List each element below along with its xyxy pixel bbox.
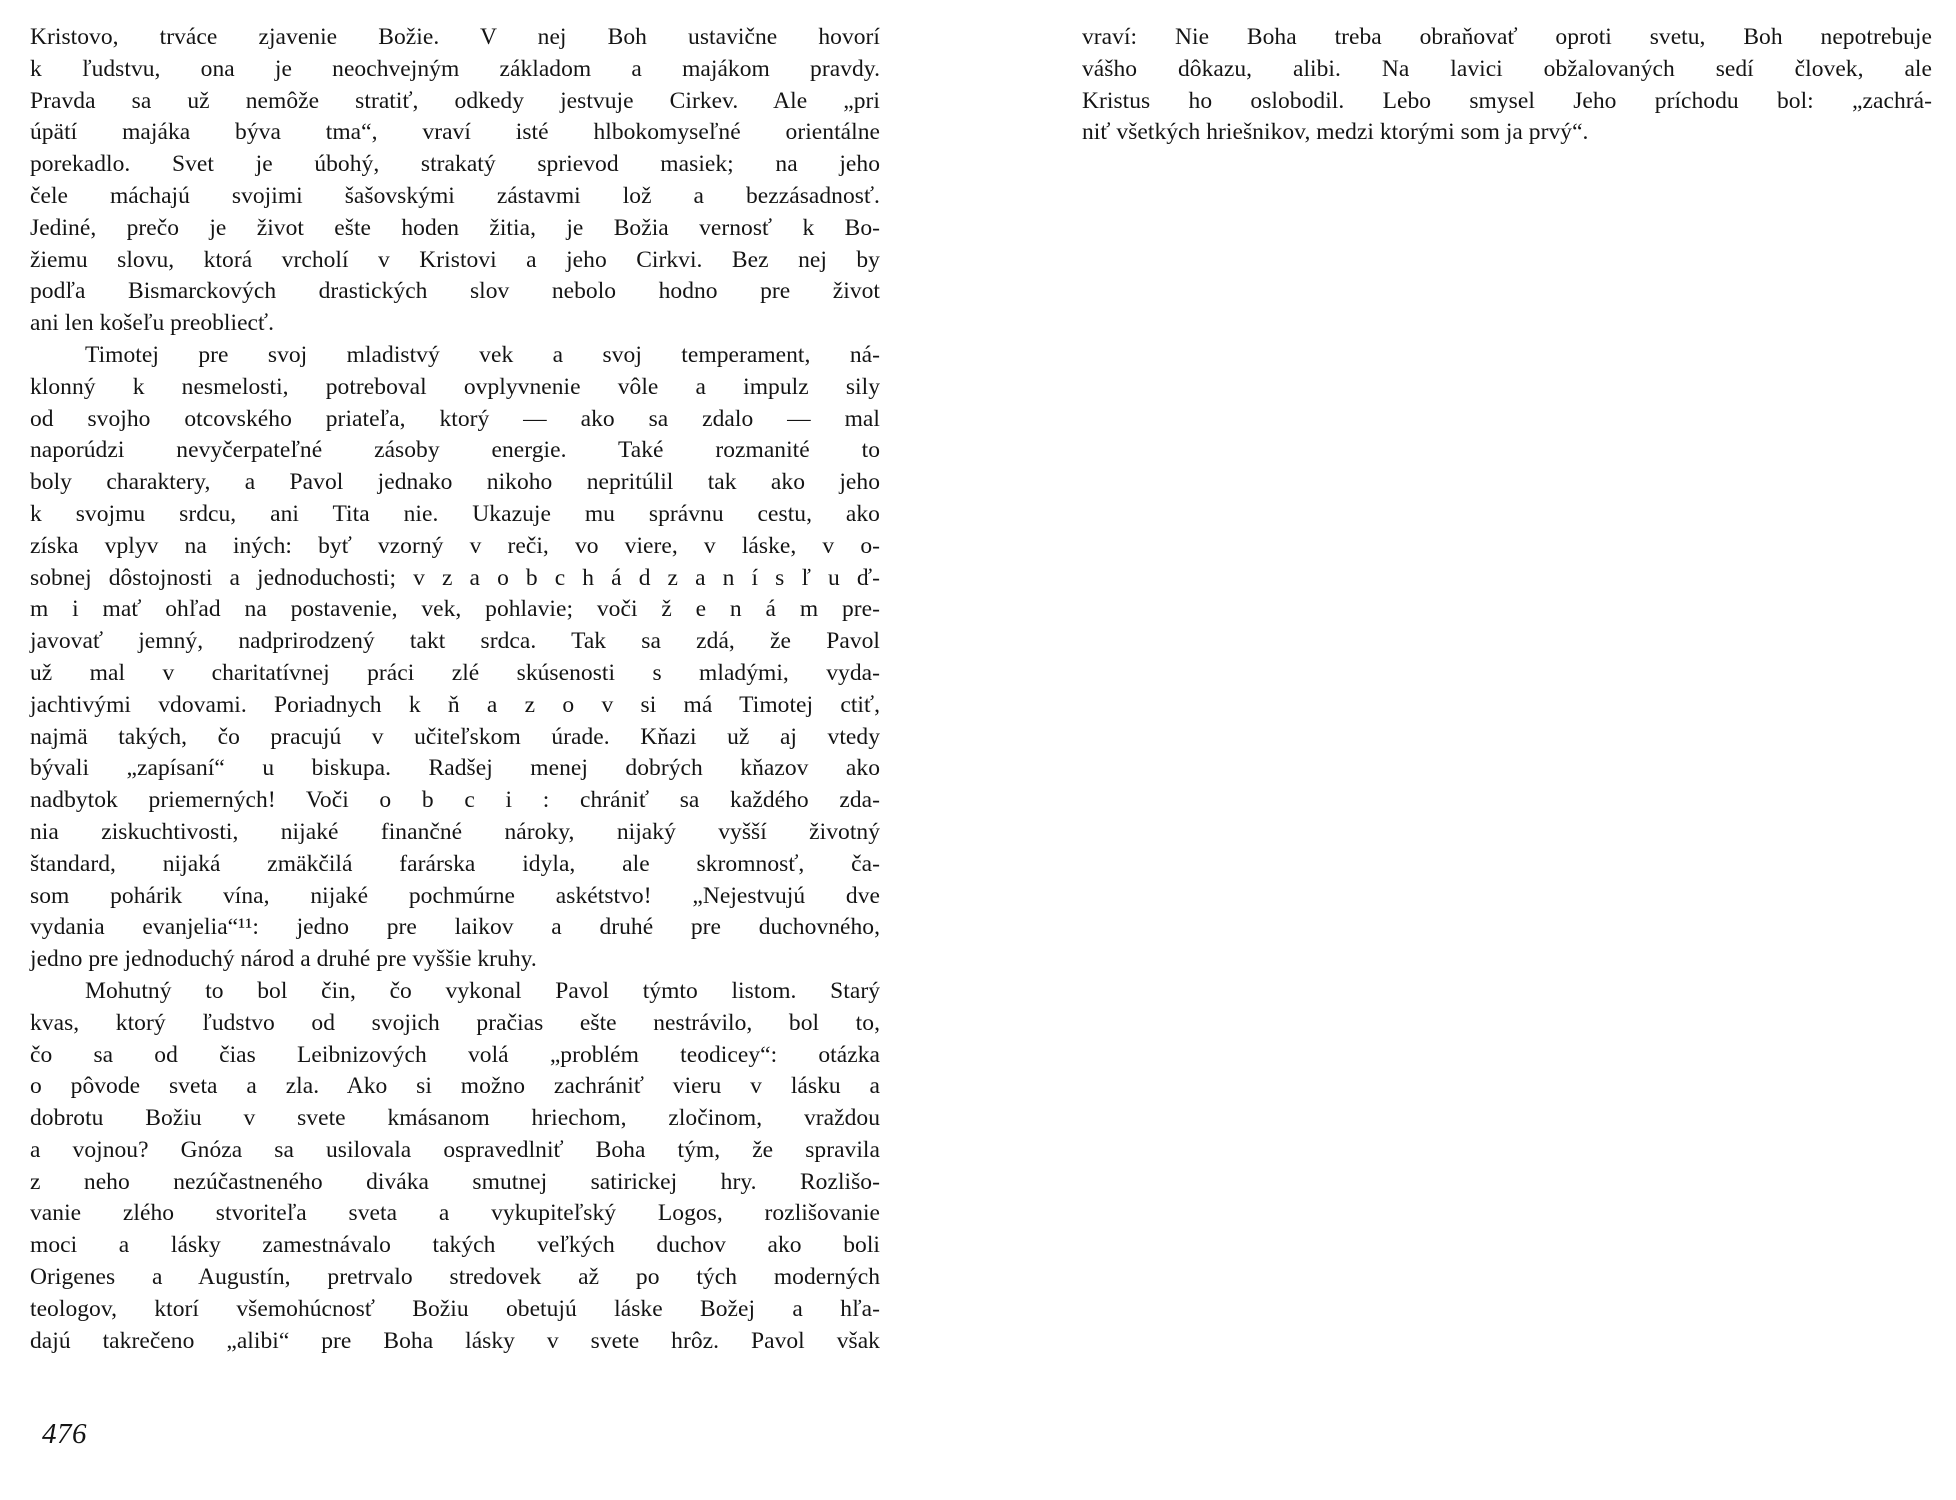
text-line: Timotej pre svoj mladistvý vek a svoj temperament, ná- xyxy=(85,341,880,368)
text-line: vydania evanjelia“¹¹: jedno pre laikov a druhé pre duchovného, xyxy=(30,914,880,941)
text-line: Kristovo, trváce zjavenie Božie. V nej Boh ustavične hovorí xyxy=(30,24,880,50)
text-line: vášho dôkazu, alibi. Na lavici obžalovaných sedí človek, ale xyxy=(1082,55,1932,82)
text-line: Origenes a Augustín, pretrvalo stredovek až po tých moderných xyxy=(30,1264,880,1291)
text-line: naporúdzi nevyčerpateľné zásoby energie. Také rozmanité to xyxy=(30,437,880,464)
text-line: čo sa od čias Leibnizových volá „problém teodicey“: otázka xyxy=(30,1041,880,1068)
text-line: niť všetkých hriešnikov, medzi ktorými som ja prvý“. xyxy=(1082,119,1589,146)
text-line: a vojnou? Gnóza sa usilovala ospravedlniť Boha tým, že spravila xyxy=(30,1136,880,1163)
text-line: vanie zlého stvoriteľa sveta a vykupiteľský Logos, rozlišovanie xyxy=(30,1200,880,1227)
text-line: od svojho otcovského priateľa, ktorý — ako sa zdalo — mal xyxy=(30,405,880,432)
text-line: boly charaktery, a Pavol jednako nikoho nepritúlil tak ako jeho xyxy=(30,469,880,496)
text-line: získa vplyv na iných: byť vzorný v reči, vo viere, v láske, v o- xyxy=(30,532,880,559)
left-page xyxy=(30,22,880,1357)
text-line: nia ziskuchtivosti, nijaké finančné nároky, nijaký vyšší životný xyxy=(30,818,880,845)
text-line: bývali „zapísaní“ u biskupa. Radšej menej dobrých kňazov ako xyxy=(30,755,880,782)
text-line: jedno pre jednoduchý národ a druhé pre vyššie kruhy. xyxy=(30,946,537,973)
text-line: kvas, ktorý ľudstvo od svojich pračias ešte nestrávilo, bol to, xyxy=(30,1009,880,1036)
text-line: vraví: Nie Boha treba obraňovať oproti svetu, Boh nepotrebuje xyxy=(1082,24,1932,50)
text-line: najmä takých, čo pracujú v učiteľskom úrade. Kňazi už aj vtedy xyxy=(30,723,880,750)
text-line: čele máchajú svojimi šašovskými zástavmi lož a bezzásadnosť. xyxy=(30,182,880,209)
text-line: som pohárik vína, nijaké pochmúrne askétstvo! „Nejestvujú dve xyxy=(30,882,880,909)
text-line: dobrotu Božiu v svete kmásanom hriechom, zločinom, vraždou xyxy=(30,1105,880,1132)
text-line: Kristus ho oslobodil. Lebo smysel Jeho príchodu bol: „zachrá- xyxy=(1082,87,1932,114)
right-page xyxy=(1082,22,1932,149)
text-line: Jediné, prečo je život ešte hoden žitia, je Božia vernosť k Bo- xyxy=(30,214,880,241)
text-line: m i mať ohľad na postavenie, vek, pohlavie; voči ž e n á m pre- xyxy=(30,596,880,623)
text-line: ani len košeľu preobliecť. xyxy=(30,310,275,337)
text-line: nadbytok priemerných! Voči o b c i : chrániť sa každého zda- xyxy=(30,787,880,814)
text-line: dajú takrečeno „alibi“ pre Boha lásky v svete hrôz. Pavol však xyxy=(30,1327,880,1354)
text-line: Pravda sa už nemôže stratiť, odkedy jestvuje Cirkev. Ale „pri xyxy=(30,87,880,114)
text-line: moci a lásky zamestnávalo takých veľkých duchov ako boli xyxy=(30,1232,880,1259)
text-line: javovať jemný, nadprirodzený takt srdca. Tak sa zdá, že Pavol xyxy=(30,628,880,655)
text-line: teologov, ktorí všemohúcnosť Božiu obetujú láske Božej a hľa- xyxy=(30,1295,880,1322)
text-line: o pôvode sveta a zla. Ako si možno zachrániť vieru v lásku a xyxy=(30,1073,880,1100)
text-line: žiemu slovu, ktorá vrcholí v Kristovi a jeho Cirkvi. Bez nej by xyxy=(30,246,880,273)
text-line: sobnej dôstojnosti a jednoduchosti; v z a o b c h á d z a n í s ľ u ď- xyxy=(30,564,880,591)
text-line: k ľudstvu, ona je neochvejným základom a majákom pravdy. xyxy=(30,55,880,82)
text-line: porekadlo. Svet je úbohý, strakatý sprievod masiek; na jeho xyxy=(30,151,880,178)
text-line: úpätí majáka býva tma“, vraví isté hlbokomyseľné orientálne xyxy=(30,119,880,146)
text-line: Mohutný to bol čin, čo vykonal Pavol týmto listom. Starý xyxy=(85,977,880,1004)
text-line: štandard, nijaká zmäkčilá farárska idyla, ale skromnosť, ča- xyxy=(30,850,880,877)
text-line: už mal v charitatívnej práci zlé skúsenosti s mladými, vyda- xyxy=(30,659,880,686)
text-line: klonný k nesmelosti, potreboval ovplyvnenie vôle a impulz sily xyxy=(30,373,880,400)
text-line: z neho nezúčastneného diváka smutnej satirickej hry. Rozlišo- xyxy=(30,1168,880,1195)
text-line: podľa Bismarckových drastických slov nebolo hodno pre život xyxy=(30,278,880,305)
page-number: 476 xyxy=(42,1418,87,1450)
text-line: jachtivými vdovami. Poriadnych k ň a z o v si má Timotej ctiť, xyxy=(30,691,880,718)
text-line: k svojmu srdcu, ani Tita nie. Ukazuje mu správnu cestu, ako xyxy=(30,500,880,527)
